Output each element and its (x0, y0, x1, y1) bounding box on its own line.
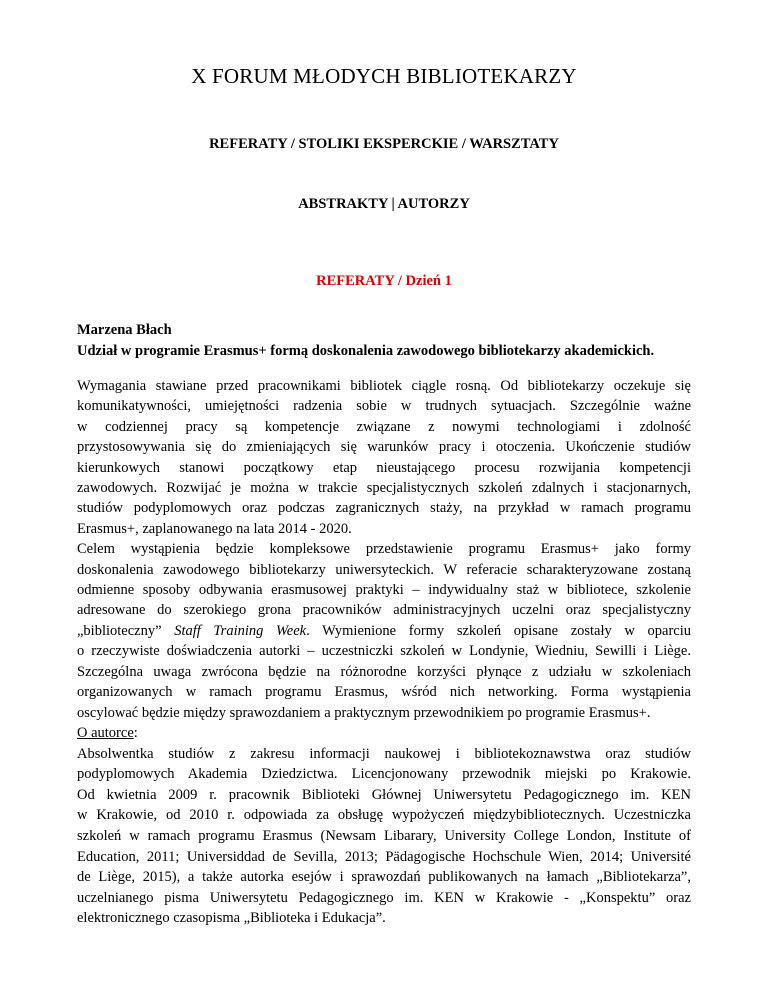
abstract-line: w codziennej pracy są kompetencje związane z nowymi technologiami i zdolność (77, 418, 691, 435)
abstract-fragment: . Wymienione formy szkoleń opisane zostały w oparciu (306, 622, 691, 639)
talk-abstract (77, 376, 691, 723)
section-heading: REFERATY / Dzień 1 (316, 273, 452, 289)
abstract-line: odmienne sposoby odbywania erasmusowej praktyki – indywidualny staż w bibliotece, szkolenie (77, 582, 691, 599)
about-line: Absolwentka studiów z zakresu informacji naukowej i bibliotekoznawstwa oraz studiów (77, 745, 691, 762)
about-line: w Krakowie, od 2010 r. odpowiada za obsługę wypożyczeń międzybibliotecznych. Uczestniczka (77, 807, 691, 824)
about-line: uczelnianego pisma Uniwersytetu Pedagogicznego im. KEN w Krakowie - „Konspektu” oraz (77, 889, 691, 906)
about-line: Education, 2011; Universiddad de Sevilla, 2013; Pädagogische Hochschule Wien, 2014; Université (77, 848, 691, 865)
abstract-line: studiów podyplomowych oraz podczas zagranicznych staży, na przykład w ramach programu (77, 500, 691, 517)
abstract-line: Celem wystąpienia będzie kompleksowe przedstawienie programu Erasmus+ jako formy (77, 541, 691, 558)
about-author-label: O autorce (77, 725, 134, 741)
about-line: Od kwietnia 2009 r. pracownik Biblioteki Głównej Uniwersytetu Pedagogicznego im. KEN (77, 786, 691, 803)
abstract-line: organizowanych w ramach programu Erasmus, wśród nich networking. Forma wystąpienia (77, 684, 691, 701)
speaker-name: Marzena Błach (77, 322, 172, 338)
staff-training-week: Staff Training Week (174, 622, 307, 639)
abstract-line: adresowane do szerokiego grona pracowników administracyjnych uczelni oraz specjalistyczny (77, 602, 691, 619)
abstract-line: Erasmus+, zaplanowanego na lata 2014 - 2020. (77, 520, 352, 537)
about-author-heading (77, 723, 691, 744)
abstract-line: Wymagania stawiane przed pracownikami bibliotek ciągle rosną. Od bibliotekarzy oczekuje się (77, 378, 691, 394)
abstract-line: doskonalenia zawodowego bibliotekarzy uniwersyteckich. W referacie scharakteryzowane zostaną (77, 561, 691, 578)
abstract-line: zawodowych. Rozwijać je można w trakcie specjalistycznych szkoleń zdalnych i stacjonarnych, (77, 480, 691, 497)
abstract-line: Szczególna uwaga zwrócona będzie na różnorodne korzyści płynące z udziału w szkoleniach (77, 663, 691, 680)
abstract-line: przystosowywania się do zmieniających się warunków pracy i otoczenia. Ukończenie studiów (77, 439, 691, 456)
abstract-line: kierunkowych stanowi początkowy etap nieustającego procesu rozwijania kompetencji (77, 459, 691, 476)
about-author-colon: : (133, 725, 138, 741)
abstract-fragment: „biblioteczny” (77, 622, 162, 639)
about-line: szkoleń w ramach programu Erasmus (Newsam Libarary, University College London, Institute of (77, 827, 691, 844)
about-line: podyplomowych Akademia Dziedzictwa. Licencjonowany przewodnik miejski po Krakowie. (77, 766, 691, 783)
abstract-line-mixed (77, 621, 691, 641)
abstract-line: oscylować będzie między sprawozdaniem a praktycznym przewodnikiem po programie Erasmus+. (77, 704, 651, 721)
abstracts-authors-heading: ABSTRAKTY | AUTORZY (298, 196, 470, 212)
talk-title: Udział w programie Erasmus+ formą doskonalenia zawodowego bibliotekarzy akademickich. (77, 343, 655, 359)
forum-title: X FORUM MŁODYCH BIBLIOTEKARZY (191, 64, 577, 88)
about-author (77, 723, 691, 929)
abstract-line: o rzeczywiste doświadczenia autorki – uczestniczki szkoleń w Londynie, Wiedniu, Sewilli i Liège. (77, 643, 691, 660)
about-line: de Liège, 2015), a także autorka esejów i sprawozdań publikowanych na łamach „Bibliotekarza”, (77, 869, 691, 886)
abstract-line: komunikatywności, umiejętności radzenia sobie w trudnych sytuacjach. Szczególnie ważne (77, 398, 691, 415)
program-subtitle: REFERATY / STOLIKI EKSPERCKIE / WARSZTATY (209, 136, 559, 152)
about-line: elektronicznego czasopisma „Biblioteka i Edukacja”. (77, 910, 386, 927)
